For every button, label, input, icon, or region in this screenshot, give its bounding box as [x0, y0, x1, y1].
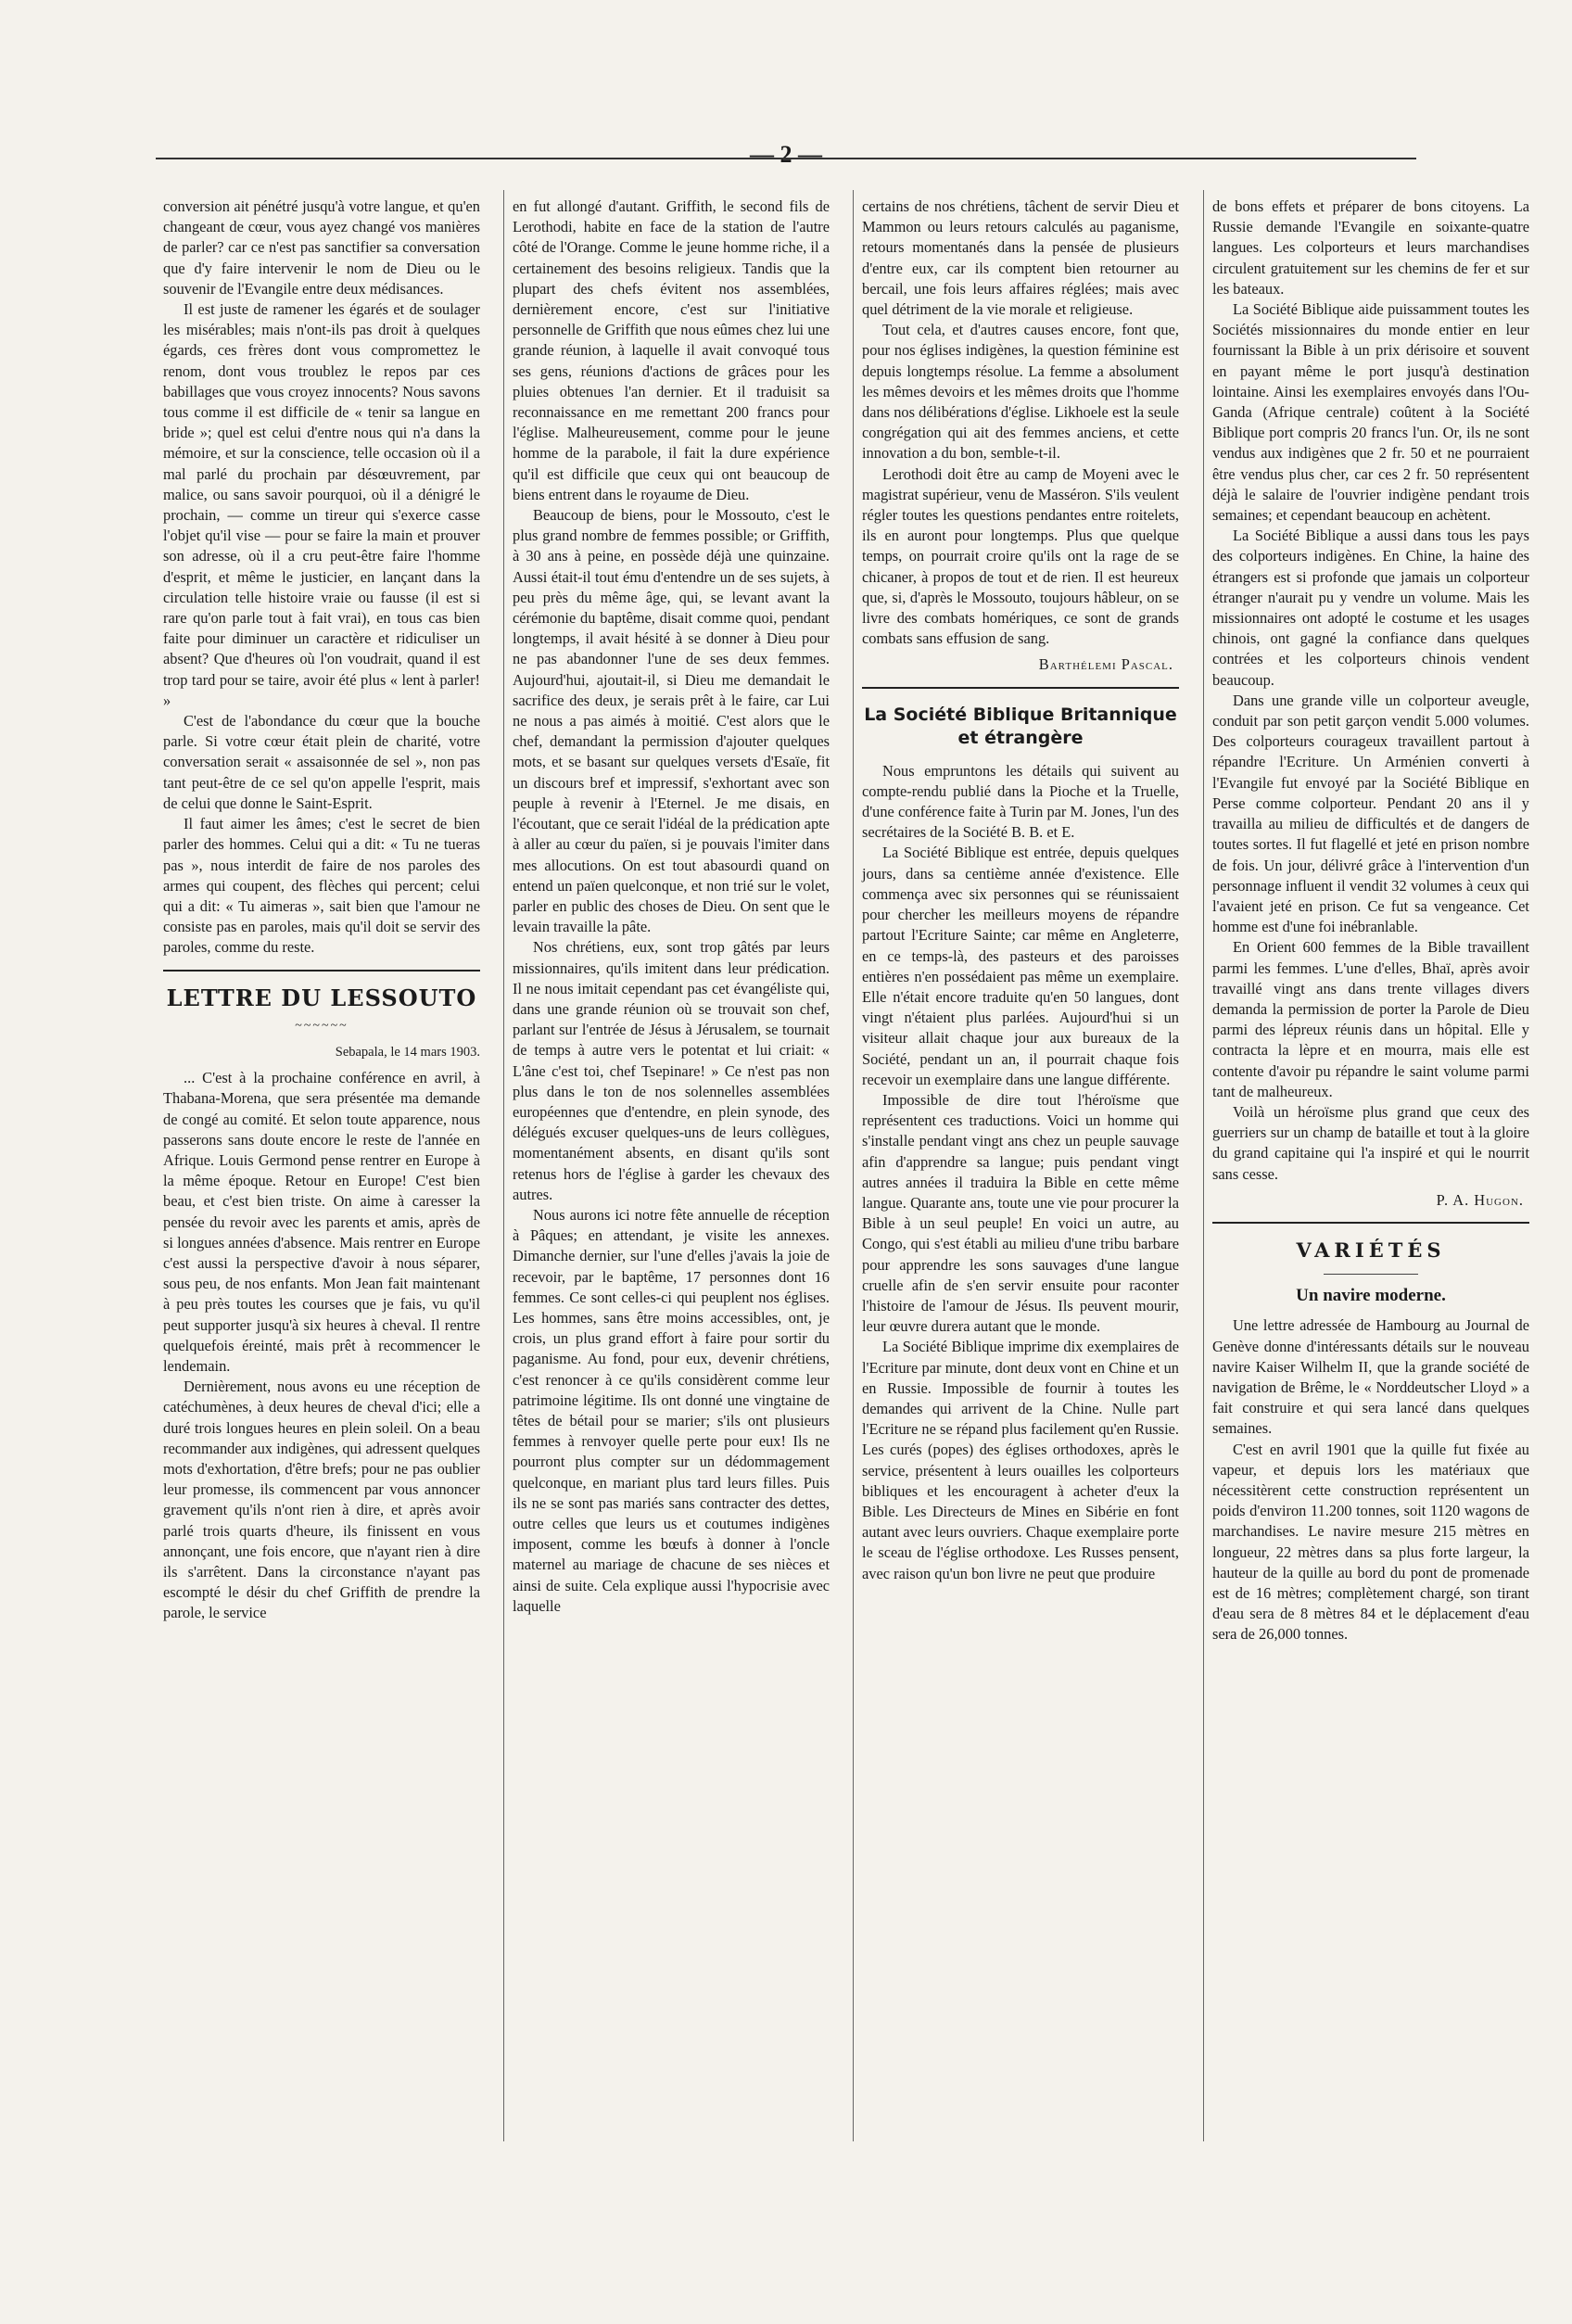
paragraph: Tout cela, et d'autres causes encore, font que, pour nos églises indigènes, la question féminine est depuis longtemps résolue. La femme a absolument les mêmes devoirs et les mêmes droits que l'homme dans nos délibérations d'église. Likhoele est la seule congrégation qui ait des femmes anciens, et cette innovation a du bon, semble-t-il. — [862, 321, 1179, 463]
paragraph: Impossible de dire tout l'héroïsme que représentent ces traductions. Voici un homme qui s'installe pendant vingt ans chez un peuple sauvage afin d'apprendre sa langue; puis pendant vingt autres années il traduira la Bible en cette même langue. Quarante ans, toute une vie pour procurer la Bible à un seul peuple! En voici un autre, au Congo, qui s'est établi au milieu d'une tribu barbare pour apprendre les sons sauvages d'une langue cruelle afin de s'en servir ensuite pour raconter l'histoire de l'amour de Jésus. Ils peuvent mourir, leur œuvre durera autant que le monde. — [862, 1090, 1179, 1336]
paragraph: de bons effets et préparer de bons citoyens. La Russie demande l'Evangile en soixante-quatre langues. Les colporteurs et leurs marchandises circulent gratuitement sur les chemins de fer et sur les bateaux. — [1212, 197, 1529, 298]
article-heading: La Société Biblique Britannique et étrangère — [864, 704, 1177, 748]
header-rule — [156, 158, 1416, 159]
paragraph: La Société Biblique est entrée, depuis quelques jours, dans sa centième année d'existence. Elle commença avec six personnes qui se réunissaient pour chercher les meilleurs moyens de répandre partout l'Ecriture Sainte; car même en Angleterre, en ce temps-là, des pasteurs et des paroisses entières n'en possédaient pas même un exemplaire. Elle n'était encore traduite qu'en 50 langues, dont vingt n'étaient plus parlées. Aujourd'hui si un visiteur allait chaque jour aux bureaux de la Société, pendant un an, il pourrait chaque fois recevoir un exemplaire dans une langue différente. — [862, 844, 1179, 1088]
dateline: Sebapala, le 14 mars 1903. — [335, 1044, 480, 1060]
column-1 — [163, 197, 480, 1624]
subheading: Un navire moderne. — [1296, 1286, 1446, 1306]
section-rule — [1212, 1222, 1529, 1224]
section-rule — [163, 970, 480, 972]
paragraph: ... C'est à la prochaine conférence en avril, à Thabana-Morena, que sera présentée ma demande de congé au comité. Et selon toute apparence, nous passerons sans doute encore le reste de l'année en Afrique. Louis Germond pense rentrer en Europe à la même époque. Retour en Europe! C'est bien beau, et c'est bien triste. On aime à caresser la pensée du revoir avec les parents et amis, après de si longues années d'absence. Mais rentrer en Europe c'est aussi la perspective d'avoir à nous séparer, sous peu, de nos enfants. Mon Jean fait maintenant à peu près toutes les courses que je fais, vu qu'il peut supporter jusqu'à six heures à cheval. Il rentre quelquefois éreinté, mais prêt à recommencer le lendemain. — [163, 1069, 480, 1375]
paragraph: en fut allongé d'autant. Griffith, le second fils de Lerothodi, habite en face de la station de l'autre côté de l'Orange. Comme le jeune homme riche, il a certainement des besoins religieux. Tandis que la plupart des chefs évitent nos assemblées, dernièrement encore, c'est sur l'initiative personnelle de Griffith que nous eûmes chez lui une grande réunion, à laquelle il avait convoqué tous ses gens, réunions d'actions de grâces pour les pluies obtenues l'an dernier. Et il traduisit sa reconnaissance en me remettant 200 francs pour l'église. Malheureusement, comme pour le jeune homme de la parabole, il fait la dure expérience qu'il est difficile que ceux qui ont beaucoup de biens entrent dans le royaume de Dieu. — [513, 197, 830, 503]
paragraph: Il faut aimer les âmes; c'est le secret de bien parler des hommes. Celui qui a dit: « Tu ne tueras pas », nous interdit de faire de nos paroles des armes qui coupent, des flèches qui percent; celui qui a dit: « Tu aimeras », sait bien que l'amour ne consiste pas en paroles, mais qu'il doit se servir des paroles, comme du reste. — [163, 815, 480, 957]
paragraph: En Orient 600 femmes de la Bible travaillent parmi les femmes. L'une d'elles, Bhaï, après avoir travaillé vingt ans dans trente villages divers demanda la permission de porter la Parole de Dieu parmi des lépreux réunis dans un hôpital. Elle y contracta la lèpre et en mourra, mais elle est contente d'avoir pu répandre le saint volume parmi tant de malheureux. — [1212, 938, 1529, 1100]
paragraph: conversion ait pénétré jusqu'à votre langue, et qu'en changeant de cœur, vous ayez changé vos manières de parler? car ce n'est pas sanctifier sa conversation que d'y faire intervenir le nom de Dieu ou le souvenir de l'Evangile entre deux médisances. — [163, 197, 480, 298]
ornament-divider: ~~~~~~ — [295, 1018, 349, 1033]
paragraph: Une lettre adressée de Hambourg au Journal de Genève donne d'intéressants détails sur le nouveau navire Kaiser Wilhelm II, que la grande société de navigation de Brême, le « Norddeutscher Lloyd » a fait construire et qui sera lancé dans quelques semaines. — [1212, 1316, 1529, 1438]
section-rule — [862, 687, 1179, 689]
paragraph: La Société Biblique a aussi dans tous les pays des colporteurs indigènes. En Chine, la haine des étrangers est si profonde que jamais un colporteur étranger n'aurait pu y vendre un volume. Mais les missionnaires ont adopté le costume et les usages chinois, ont gagné la confiance dans quelques contrées et les colporteurs chinois vendent beaucoup. — [1212, 527, 1529, 689]
paragraph: C'est de l'abondance du cœur que la bouche parle. Si votre cœur était plein de charité, votre conversation serait « assaisonnée de sel », non pas tant peut-être de ce sel qu'on appelle l'esprit, mais de celui que donne le Saint-Esprit. — [163, 712, 480, 812]
paragraph: Nous aurons ici notre fête annuelle de réception à Pâques; en attendant, je visite les annexes. Dimanche dernier, sur l'une d'elles j'avais la joie de recevoir, par le baptême, 17 personnes dont 16 femmes. Ce sont celles-ci qui peuplent nos églises. Les hommes, sans être moins accessibles, ont, je crois, un plus grand effort à faire pour sortir du paganisme. Au fond, pour eux, devenir chrétiens, c'est renoncer à ce qu'ils considèrent comme leur patrimoine légitime. Ils ont donné une vingtaine de têtes de bétail pour se marier; s'ils ont plusieurs femmes à renvoyer quelle perte pour eux! Ils ne pourront plus compter sur un dédommagement quelconque, en mariant plus tard leurs filles. Puis ils ne se sont pas mariés sans contracter des dettes, outre celles que leurs us et coutumes indigènes imposent, comme les bœufs à donner à l'oncle maternel au mariage de chacune de ses nièces et ainsi de suite. Cela explique aussi l'hypocrisie avec laquelle — [513, 1205, 830, 1615]
paragraph: Voilà un héroïsme plus grand que ceux des guerriers sur un champ de bataille et tout à la gloire du grand capitaine qui l'a inspiré et qui le nourrit sans cesse. — [1212, 1102, 1529, 1183]
varietes-heading: VARIÉTÉS — [1296, 1238, 1446, 1262]
page-number: — 2 — — [750, 141, 822, 168]
column-divider — [1203, 190, 1204, 2141]
column-2 — [513, 197, 830, 1617]
paragraph: La Société Biblique imprime dix exemplaires de l'Ecriture par minute, dont deux vont en Chine et un en Russie. Impossible de fournir à toutes les demandes qui arrivent de la Chine. Nulle part l'Ecriture ne se répand plus facilement qu'en Russie. Les curés (popes) des églises orthodoxes, après le service, présentent à leurs ouailles les colporteurs bibliques et les encouragent à acheter d'eux la Bible. Les Directeurs de Mines en Sibérie en font autant avec leurs ouvriers. Chaque exemplaire porte le sceau de l'église orthodoxe. Les Russes pensent, avec raison qu'un bon livre ne peut que produire — [862, 1338, 1179, 1582]
paragraph: certains de nos chrétiens, tâchent de servir Dieu et Mammon ou leurs retours calculés au paganisme, retours momentanés dans la pensée de plusieurs d'entre eux, car ils comptent bien retourner au bercail, une fois leurs affaires réglées; mais avec quel détriment de la vie morale et religieuse. — [862, 197, 1179, 319]
paragraph: Lerothodi doit être au camp de Moyeni avec le magistrat supérieur, venu de Masséron. S'ils veulent régler toutes les questions pendantes entre roitelets, ils en auront pour longtemps. Plus que quelque temps, on pourrait croire qu'ils ont la rage de se chicaner, à propos de tout et de rien. Il est heureux que, si, d'après le Mossouto, toujours hâbleur, on se livre des combats homériques, ce sont de grands combats sans effusion de sang. — [862, 464, 1179, 648]
column-3 — [862, 197, 1179, 1584]
paragraph: Dans une grande ville un colporteur aveugle, conduit par son petit garçon vendit 5.000 volumes. Des colporteurs courageux travaillent partout à répandre l'Ecriture. Un Arménien converti à l'Evangile fut envoyé par la Société Biblique en Perse comme colporteur. Pendant 20 ans il y travailla au milieu de difficultés et de dangers de toutes sortes. Il fut flagellé et jeté en prison nombre de fois. Un jour, délivré grâce à l'intervention d'un personnage influent il vendit 32 volumes à ceux qui l'avaient jeté en prison. Ce fut sa vengeance. Cet homme est d'une foi inébranlable. — [1212, 691, 1529, 936]
paragraph: Nos chrétiens, eux, sont trop gâtés par leurs missionnaires, qu'ils imitent dans leur prédication. Il ne nous imitait cependant pas cet évangéliste qui, dans une grande réunion où se trouvait son chef, parlant sur l'entrée de Jésus à Jérusalem, se tournait de temps à autre vers le potentat et lui criait: « L'âne c'est toi, chef Tsepinare! » Ce n'est pas non plus dans le ton de nos solennelles assemblées européennes que d'entendre, en plein synode, des délégués excuser quelques-uns de leurs collègues, momentanément absents, en disant qu'ils sont retenus hors de l'église à garder les chevaux des autres. — [513, 938, 830, 1203]
paragraph: Nous empruntons les détails qui suivent au compte-rendu publié dans la Pioche et la Truelle, d'une conférence faite à Turin par M. Jones, l'un des secrétaires de la Société B. B. et E. — [862, 761, 1179, 842]
column-divider — [503, 190, 504, 2141]
paragraph: Il est juste de ramener les égarés et de soulager les misérables; mais n'ont-ils pas droit à quelques égards, ces frères dont vous compromettez le renom, dont vous troublez le repos par ces babillages que vous croyez innocents? Nous savons tous comme il est difficile de « tenir sa langue en bride »; quel est celui d'entre nous qui n'a dans la mémoire, et sur la conscience, telle occasion où il a mal parlé du prochain par désœuvrement, par malice, ou sans savoir pourquoi, où il a dénigré le prochain, — comme un tireur qui s'exerce casse l'objet qu'il vise — pour se faire la main et prouver son adresse, où il a cru peut-être faire l'homme d'esprit, et même le justicier, en lançant dans la circulation telle histoire vraie ou fausse (il est si rare qu'on parle tout à fait vrai), en tous cas bien faite pour diminuer un caractère et ridiculiser un absent? Que d'heures où l'on voudrait, quand il est trop tard pour se taire, avoir été plus « lent à parler! » — [163, 300, 480, 709]
signature: Barthélemi Pascal. — [1038, 655, 1173, 674]
signature: P. A. Hugon. — [1436, 1190, 1524, 1209]
column-divider — [853, 190, 854, 2141]
short-rule — [1324, 1274, 1418, 1275]
paragraph: C'est en avril 1901 que la quille fut fixée au vapeur, et depuis lors les matériaux que nécessitèrent cette construction représentent un poids d'environ 11.200 tonnes, soit 1120 wagons de marchandises. Le navire mesure 215 mètres en longueur, 22 mètres dans sa plus forte largeur, la hauteur de la quille au bord du pont de promenade est de 16 mètres; complètement chargé, son tirant d'eau sera de 8 mètres 84 et le déplacement d'eau sera de 26,000 tonnes. — [1212, 1440, 1529, 1644]
paragraph: Dernièrement, nous avons eu une réception de catéchumènes, à deux heures de cheval d'ici; elle a duré trois longues heures en plein soleil. On a beau recommander aux indigènes, qui adressent quelques mots d'exhortation, d'être brefs; pour ne pas oublier leur promesse, ils commencent par vous annoncer gravement qu'ils n'ont rien à dire, et après avoir parlé trois quarts d'heure, ils finissent en vous annonçant, une fois encore, que n'ayant rien à dire ils s'arrêtent. Dans la circonstance n'ayant pas escompté le désir du chef Griffith de prendre la parole, le service — [163, 1378, 480, 1622]
paragraph: La Société Biblique aide puissamment toutes les Sociétés missionnaires du monde entier en leur fournissant la Bible à un prix dérisoire et souvent en payant même le port jusqu'à destination lointaine. Ainsi les exemplaires envoyés dans l'Ou-Ganda (Afrique centrale) coûtent à la Société Biblique port compris 20 francs l'un. Or, ils ne sont vendus aux indigènes que 2 fr. 50 et ne pourraient être vendus plus cher, car ces 2 fr. 50 représentent déjà le salaire de l'ouvrier indigène pendant trois semaines; et cependant beaucoup en achètent. — [1212, 300, 1529, 525]
column-4 — [1212, 197, 1529, 1645]
paragraph: Beaucoup de biens, pour le Mossouto, c'est le plus grand nombre de femmes possible; or Griffith, à 30 ans à peine, en possède déjà une quinzaine. Aussi était-il tout ému d'entendre un de ses sujets, à peu près du même âge, qui, se levant avant la cérémonie du baptême, disait comme quoi, pendant longtemps, il avait hésité à se donner à Dieu pour ne pas abandonner l'une de ses deux femmes. Aujourd'hui, ajoutait-il, si Dieu me demandait le sacrifice des deux, je serais prêt à le faire, car Lui ne nous a pas aimés à moitié. C'est alors que le chef, demandant la permission d'ajouter quelques mots, et se basant sur quelques versets d'Esaïe, fit un discours bref et impressif, s'exhortant avec son peuple à revenir à l'Eternel. Je me disais, en l'écoutant, que ce serait l'idéal de la prédication apte à aller au cœur du païen, si je pouvais l'imiter dans mes allocutions. On est tout abasourdi quand on entend un païen quelconque, et non trié sur le volet, parler en public des choses de Dieu. On sent que le levain travaille la pâte. — [513, 506, 830, 936]
lettre-heading: LETTRE DU LESSOUTO — [166, 984, 477, 1011]
